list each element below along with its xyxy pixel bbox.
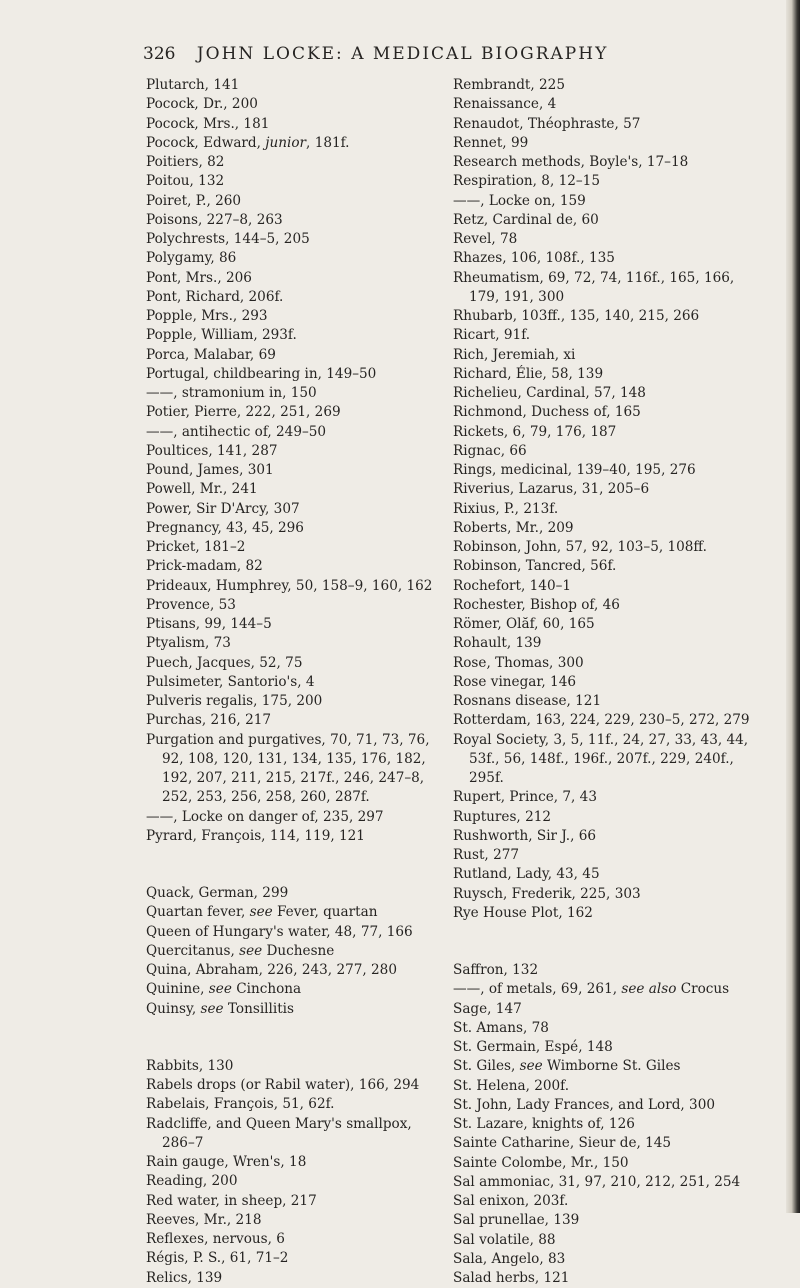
index-entry: Purgation and purgatives, 70, 71, 73, 76, 92, 108, 120, 131, 134, 135, 176, 182, 192, 207, 211, 215, 217f., 246, 247–8, 252, 253, 256, 258, 260, 287f. bbox=[146, 731, 430, 806]
index-entry: Quinine, see Cinchona bbox=[146, 981, 302, 998]
index-entry: Polychrests, 144–5, 205 bbox=[146, 231, 310, 247]
index-entry: Pocock, Dr., 200 bbox=[146, 96, 258, 113]
index-entry: St. Helena, 200f. bbox=[453, 1077, 570, 1094]
index-entry: Pocock, Mrs., 181 bbox=[146, 115, 270, 132]
index-entry: Rabbits, 130 bbox=[146, 1057, 234, 1074]
index-entry: Royal Society, 3, 5, 11f., 24, 27, 33, 43, 44, 53f., 56, 148f., 196f., 207f., 229, 240f., 295f. bbox=[453, 731, 749, 786]
index-entry: Ruptures, 212 bbox=[453, 808, 552, 825]
index-entry: Rhubarb, 103ff., 135, 140, 215, 266 bbox=[453, 308, 700, 324]
index-entry: Sainte Catharine, Sieur de, 145 bbox=[453, 1135, 672, 1152]
index-entry: Rabels drops (or Rabil water), 166, 294 bbox=[146, 1077, 420, 1093]
index-entry: Prideaux, Humphrey, 50, 158–9, 160, 162 bbox=[146, 577, 433, 594]
index-entry: Rohault, 139 bbox=[453, 635, 542, 652]
index-entry: Rochester, Bishop of, 46 bbox=[453, 596, 620, 613]
index-entry: Ruysch, Frederik, 225, 303 bbox=[453, 885, 641, 902]
running-header bbox=[143, 44, 663, 64]
index-entry: Quack, German, 299 bbox=[146, 885, 289, 901]
index-entry: Sal prunellae, 139 bbox=[453, 1212, 580, 1229]
index-entry: Rheumatism, 69, 72, 74, 116f., 165, 166, 179, 191, 300 bbox=[453, 269, 735, 305]
index-entry: Rickets, 6, 79, 176, 187 bbox=[453, 423, 617, 440]
index-entry: Pulsimeter, Santorio's, 4 bbox=[146, 673, 315, 690]
index-entry: Red water, in sheep, 217 bbox=[146, 1192, 317, 1209]
index-entry: Purchas, 216, 217 bbox=[146, 712, 272, 729]
index-entry: Pont, Richard, 206f. bbox=[146, 288, 284, 305]
index-entry: Rose vinegar, 146 bbox=[453, 673, 576, 690]
index-entry: Puech, Jacques, 52, 75 bbox=[146, 654, 303, 671]
index-entry: Radcliffe, and Queen Mary's smallpox, 286–7 bbox=[146, 1115, 412, 1151]
index-entry: Pont, Mrs., 206 bbox=[146, 269, 252, 286]
index-entry: Prick-madam, 82 bbox=[146, 558, 263, 575]
index-entry: St. Amans, 78 bbox=[453, 1019, 549, 1036]
index-entry: Pricket, 181–2 bbox=[146, 539, 246, 555]
index-entry: Poultices, 141, 287 bbox=[146, 442, 278, 459]
index-entry: Richard, Élie, 58, 139 bbox=[453, 365, 604, 382]
index-entry: Sal ammoniac, 31, 97, 210, 212, 251, 254 bbox=[453, 1173, 741, 1190]
index-entry: Poitiers, 82 bbox=[146, 154, 225, 170]
index-entry: Rose, Thomas, 300 bbox=[453, 654, 584, 671]
index-entry: Renaissance, 4 bbox=[453, 96, 557, 113]
index-entry: Polygamy, 86 bbox=[146, 250, 237, 267]
index-entry: Sal volatile, 88 bbox=[453, 1231, 556, 1248]
index-entry: Ricart, 91f. bbox=[453, 327, 531, 344]
index-entry: Rushworth, Sir J., 66 bbox=[453, 827, 597, 844]
index-entry: Régis, P. S., 61, 71–2 bbox=[146, 1250, 289, 1267]
index-entry: Rabelais, François, 51, 62f. bbox=[146, 1096, 335, 1113]
index-entry: Pound, James, 301 bbox=[146, 462, 274, 478]
index-entry: Rosnans disease, 121 bbox=[453, 693, 602, 709]
index-entry: Salad herbs, 121 bbox=[453, 1270, 570, 1286]
index-entry: Retz, Cardinal de, 60 bbox=[453, 211, 599, 228]
index-entry: Rotterdam, 163, 224, 229, 230–5, 272, 279 bbox=[453, 712, 750, 729]
index-entry: Poitou, 132 bbox=[146, 173, 225, 190]
index-entry: Respiration, 8, 12–15 bbox=[453, 173, 600, 190]
index-entry: Quercitanus, see Duchesne bbox=[146, 942, 335, 959]
index-entry: Sainte Colombe, Mr., 150 bbox=[453, 1154, 629, 1171]
index-entry: Ptyalism, 73 bbox=[146, 635, 231, 652]
index-entry: Reeves, Mr., 218 bbox=[146, 1211, 262, 1228]
index-entry: Porca, Malabar, 69 bbox=[146, 346, 276, 363]
index-column-right bbox=[453, 76, 763, 1288]
index-entry: St. Lazare, knights of, 126 bbox=[453, 1116, 635, 1132]
index-entry: Queen of Hungary's water, 48, 77, 166 bbox=[146, 923, 413, 940]
index-entry: Rings, medicinal, 139–40, 195, 276 bbox=[453, 462, 696, 478]
index-entry: Ptisans, 99, 144–5 bbox=[146, 616, 272, 632]
index-entry: Rignac, 66 bbox=[453, 442, 527, 459]
page-number: 326 bbox=[143, 44, 176, 64]
index-entry: ——, antihectic of, 249–50 bbox=[146, 423, 327, 440]
index-entry: Research methods, Boyle's, 17–18 bbox=[453, 154, 689, 170]
index-entry: Rutland, Lady, 43, 45 bbox=[453, 866, 600, 883]
index-entry: Rain gauge, Wren's, 18 bbox=[146, 1154, 307, 1170]
index-entry: Saffron, 132 bbox=[453, 962, 539, 978]
index-group-r-continued bbox=[453, 76, 763, 923]
index-entry: St. John, Lady Frances, and Lord, 300 bbox=[453, 1096, 715, 1113]
index-entry: ——, of metals, 69, 261, see also Crocus bbox=[453, 981, 730, 998]
index-entry: St. Germain, Espé, 148 bbox=[453, 1039, 613, 1055]
index-entry: Rhazes, 106, 108f., 135 bbox=[453, 250, 615, 267]
index-entry: Provence, 53 bbox=[146, 596, 236, 613]
index-entry: Power, Sir D'Arcy, 307 bbox=[146, 500, 300, 517]
index-entry: Pregnancy, 43, 45, 296 bbox=[146, 519, 304, 536]
index-entry: Pocock, Edward, junior, 181f. bbox=[146, 134, 350, 151]
index-column-left bbox=[146, 76, 436, 1288]
index-entry: Rust, 277 bbox=[453, 847, 520, 863]
index-entry: Poiret, P., 260 bbox=[146, 192, 242, 209]
index-entry: St. Giles, see Wimborne St. Giles bbox=[453, 1058, 681, 1075]
index-entry: Quinsy, see Tonsillitis bbox=[146, 1000, 295, 1017]
index-entry: Roberts, Mr., 209 bbox=[453, 519, 574, 536]
index-entry: Rupert, Prince, 7, 43 bbox=[453, 789, 597, 806]
index-entry: Portugal, childbearing in, 149–50 bbox=[146, 365, 377, 382]
index-entry: Reading, 200 bbox=[146, 1173, 238, 1190]
index-entry: Renaudot, Théophraste, 57 bbox=[453, 115, 641, 132]
index-entry: Reflexes, nervous, 6 bbox=[146, 1231, 285, 1247]
index-entry: Robinson, Tancred, 56f. bbox=[453, 558, 617, 575]
index-entry: Quartan fever, see Fever, quartan bbox=[146, 904, 378, 921]
index-entry: Sal enixon, 203f. bbox=[453, 1193, 569, 1209]
index-group-p bbox=[146, 76, 436, 846]
index-entry: Rochefort, 140–1 bbox=[453, 577, 572, 594]
index-entry: Robinson, John, 57, 92, 103–5, 108ff. bbox=[453, 539, 707, 555]
index-entry: Popple, William, 293f. bbox=[146, 327, 297, 344]
index-entry: Pyrard, François, 114, 119, 121 bbox=[146, 827, 365, 844]
index-entry: Plutarch, 141 bbox=[146, 77, 240, 93]
index-entry: Popple, Mrs., 293 bbox=[146, 308, 268, 324]
index-entry: Rixius, P., 213f. bbox=[453, 500, 559, 517]
index-entry: ——, stramonium in, 150 bbox=[146, 385, 317, 401]
index-entry: Richelieu, Cardinal, 57, 148 bbox=[453, 385, 646, 401]
index-entry: Rembrandt, 225 bbox=[453, 77, 565, 93]
index-entry: Relics, 139 bbox=[146, 1269, 223, 1286]
index-entry: Quina, Abraham, 226, 243, 277, 280 bbox=[146, 962, 397, 978]
index-entry: Sala, Angelo, 83 bbox=[453, 1250, 566, 1267]
index-entry: Powell, Mr., 241 bbox=[146, 481, 258, 498]
index-entry: ——, Locke on, 159 bbox=[453, 192, 586, 209]
running-title: JOHN LOCKE: A MEDICAL BIOGRAPHY bbox=[196, 44, 609, 64]
index-entry: Potier, Pierre, 222, 251, 269 bbox=[146, 404, 341, 421]
index-group-s bbox=[453, 961, 763, 1288]
index-entry: Rich, Jeremiah, xi bbox=[453, 346, 576, 363]
index-entry: ——, Locke on danger of, 235, 297 bbox=[146, 808, 384, 825]
index-group-q bbox=[146, 884, 436, 1019]
index-group-r bbox=[146, 1057, 436, 1288]
index-entry: Pulveris regalis, 175, 200 bbox=[146, 693, 323, 709]
index-entry: Riverius, Lazarus, 31, 205–6 bbox=[453, 481, 650, 498]
index-entry: Römer, Olăf, 60, 165 bbox=[453, 616, 595, 632]
index-entry: Rye House Plot, 162 bbox=[453, 904, 593, 921]
index-entry: Rennet, 99 bbox=[453, 134, 529, 151]
page-edge-shadow bbox=[786, 0, 800, 1213]
index-entry: Poisons, 227–8, 263 bbox=[146, 211, 283, 228]
index-entry: Richmond, Duchess of, 165 bbox=[453, 404, 641, 421]
index-entry: Revel, 78 bbox=[453, 231, 518, 247]
index-entry: Sage, 147 bbox=[453, 1000, 522, 1017]
